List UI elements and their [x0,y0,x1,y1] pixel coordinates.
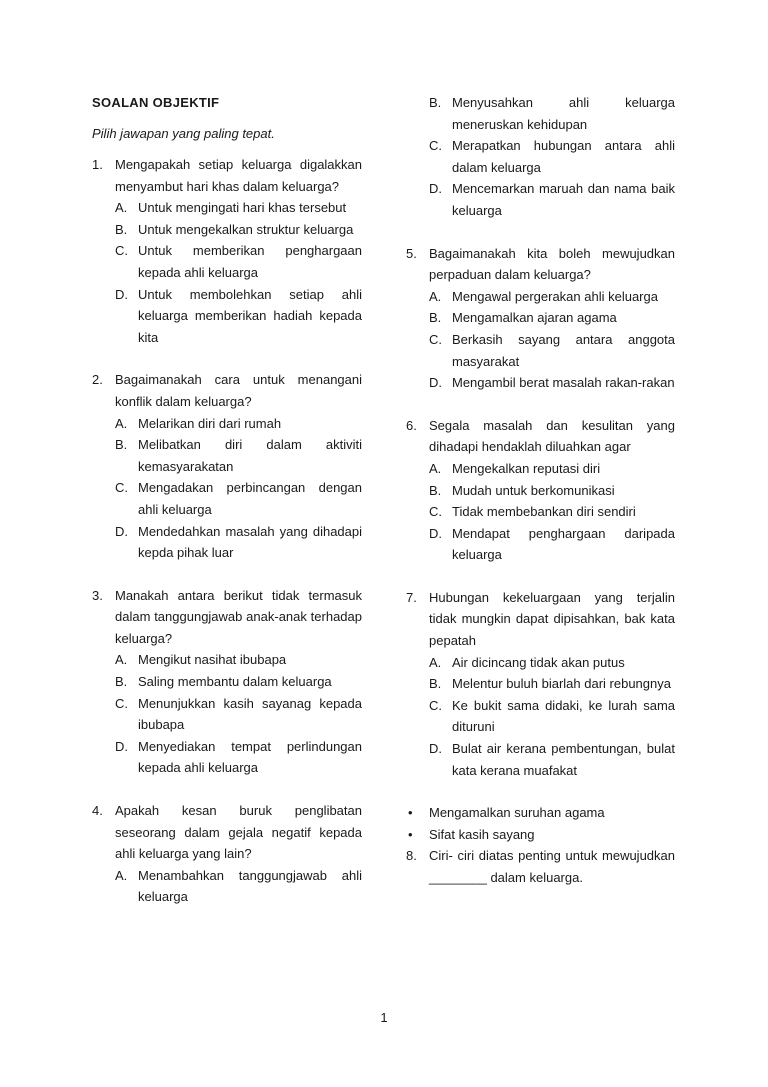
option-c [115,693,362,736]
question-number: 1. [92,157,103,172]
bullet-list [406,802,675,845]
option-text: Menyediakan tempat perlindungan kepada ahli keluarga [138,738,362,776]
option-letter: A. [115,415,128,431]
question-4-continued [406,92,675,222]
option-text: Berkasih sayang antara anggota masyarakat [452,331,675,369]
option-c [429,501,675,523]
option-a [429,458,675,480]
option-d [115,521,362,564]
right-column [406,92,675,889]
option-text: Untuk mengekalkan struktur keluarga [138,221,354,237]
bullet-item [406,824,675,846]
option-text: Bulat air kerana pembentungan, bulat kata kerana muafakat [452,741,675,778]
option-a [115,197,362,219]
option-text: Mudah untuk berkomunikasi [452,482,615,498]
option-c [429,695,675,738]
question-5 [406,243,675,394]
option-b [115,671,362,693]
instruction: Pilih jawapan yang paling tepat. [92,126,275,141]
option-letter: A. [429,460,442,476]
bullet-text: Mengamalkan suruhan agama [429,805,605,821]
bullet-text: Sifat kasih sayang [429,826,535,842]
option-a [429,652,675,674]
option-text: Mengambil berat masalah rakan-rakan [452,375,675,391]
question-7 [406,587,675,781]
option-letter: C. [429,504,442,520]
option-letter: B. [115,221,128,237]
option-b [429,307,675,329]
option-text: Air dicincang tidak akan putus [452,654,625,670]
question-number: 4. [92,803,103,819]
option-text: Mengamalkan ajaran agama [452,310,617,326]
option-a [115,649,362,671]
option-text: Saling membantu dalam keluarga [138,674,332,690]
option-letter: D. [115,286,128,302]
option-d [429,178,675,221]
option-b [429,92,675,135]
option-a [115,413,362,435]
question-text: Mengapakah setiap keluarga digalakkan menyambut hari khas dalam keluarga? [115,157,362,194]
option-text: Untuk membolehkan setiap ahli keluarga memberikan hadiah kepada kita [138,286,362,345]
bullet-item [406,802,675,824]
option-b [429,673,675,695]
left-column [92,92,362,908]
option-text: Mencemarkan maruah dan nama baik keluarga [452,181,675,218]
option-d [429,523,675,566]
question-4 [92,800,362,908]
question-text: Bagaimanakah cara untuk menangani konflik dalam keluarga? [115,372,362,409]
option-letter: C. [429,331,442,347]
option-b [429,480,675,502]
option-text: Mengekalkan reputasi diri [452,460,601,476]
option-c [115,240,362,283]
option-text: Menyusahkan ahli keluarga meneruskan kehidupan [452,95,675,132]
option-text: Melibatkan diri dalam aktiviti kemasyarakatan [138,437,362,474]
option-text: Melentur buluh biarlah dari rebungnya [452,676,671,692]
option-d [429,738,675,781]
question-text: Apakah kesan buruk penglibatan seseorang dalam gejala negatif kepada ahli keluarga yang lain? [115,803,362,862]
option-letter: B. [429,676,442,692]
question-8 [406,845,675,888]
bullet-icon: • [408,805,413,821]
option-text: Mengikut nasihat ibubapa [138,652,287,668]
option-letter: B. [115,674,128,690]
question-text: Ciri- ciri diatas penting untuk mewujudkan ________ dalam keluarga. [429,848,675,885]
question-text: Hubungan kekeluargaan yang terjalin tidak mungkin dapat dipisahkan, bak kata pepatah [429,589,675,649]
option-c [429,135,675,178]
option-a [115,865,362,908]
option-letter: B. [429,310,442,326]
option-letter: D. [115,738,128,754]
option-letter: B. [429,482,442,498]
option-text: Tidak membebankan diri sendiri [452,504,636,520]
option-letter: A. [115,200,128,216]
option-d [115,284,362,349]
option-letter: D. [429,181,442,197]
option-d [115,736,362,779]
question-text: Manakah antara berikut tidak termasuk dalam tanggungjawab anak-anak terhadap keluarga? [115,587,362,646]
option-letter: B. [429,95,442,110]
question-text: Segala masalah dan kesulitan yang dihadapi hendaklah diluahkan agar [429,417,675,455]
option-letter: A. [429,654,442,670]
question-number: 3. [92,587,103,603]
page-number: 1 [380,1010,388,1025]
option-letter: A. [115,867,128,883]
option-letter: C. [115,243,128,259]
question-1 [92,154,362,348]
question-2 [92,369,362,563]
option-letter: C. [115,695,128,711]
question-number: 8. [406,848,417,864]
option-text: Untuk memberikan penghargaan kepada ahli keluarga [138,243,362,280]
option-text: Untuk mengingati hari khas tersebut [138,200,347,216]
question-6 [406,415,675,566]
option-c [115,477,362,520]
question-number: 6. [406,417,417,433]
question-number: 2. [92,372,103,388]
option-text: Ke bukit sama didaki, ke lurah sama dituruni [452,697,675,735]
option-letter: B. [115,437,128,453]
option-letter: D. [429,375,442,391]
question-number: 5. [406,245,417,261]
option-letter: C. [429,697,442,713]
option-c [429,329,675,372]
option-b [115,219,362,241]
option-text: Menambahkan tanggungjawab ahli keluarga [138,867,362,905]
option-letter: D. [429,525,442,541]
option-text: Menunjukkan kasih sayanag kepada ibubapa [138,695,362,733]
question-text: Bagaimanakah kita boleh mewujudkan perpaduan dalam keluarga? [429,245,675,283]
question-number: 7. [406,589,417,605]
option-letter: D. [429,741,442,757]
option-letter: A. [429,288,442,304]
option-letter: C. [429,138,442,154]
option-text: Mengadakan perbincangan dengan ahli keluarga [138,480,362,517]
option-letter: A. [115,652,128,668]
option-text: Melarikan diri dari rumah [138,415,282,431]
option-text: Mendapat penghargaan daripada keluarga [452,525,675,563]
section-heading: SOALAN OBJEKTIF [92,95,220,110]
option-text: Mengawal pergerakan ahli keluarga [452,288,658,304]
option-b [115,434,362,477]
option-d [429,372,675,394]
option-text: Mendedahkan masalah yang dihadapi kepda pihak luar [138,523,362,561]
option-text: Merapatkan hubungan antara ahli dalam keluarga [452,138,675,175]
option-a [429,286,675,308]
question-3 [92,585,362,779]
option-letter: C. [115,480,128,496]
bullet-icon: • [408,826,413,842]
option-letter: D. [115,523,128,539]
